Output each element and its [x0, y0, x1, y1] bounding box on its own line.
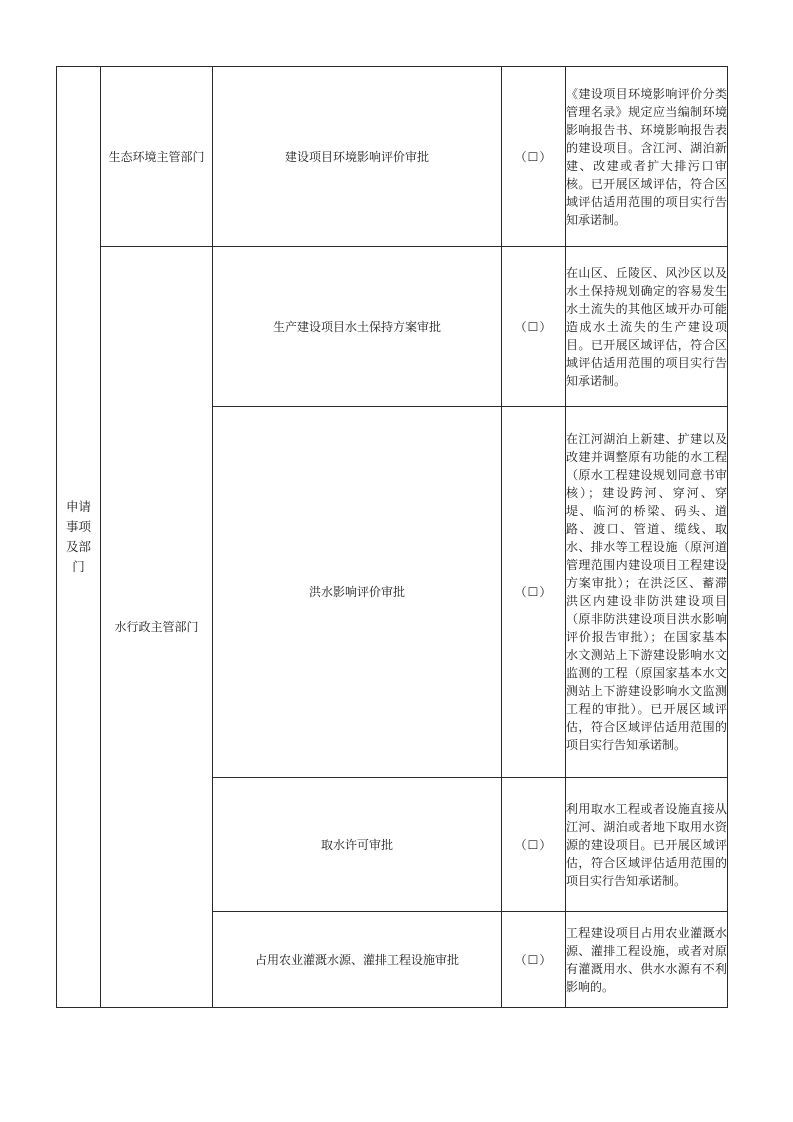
table-row — [57, 67, 728, 247]
note-text: 在江河湖泊上新建、扩建以及改建并调整原有功能的水工程（原水工程建设规划同意书审核）；建设跨河、穿河、穿堤、临河的桥梁、码头、道路、渡口、管道、缆线、取水、排水等工程设施（原河道管理范围内建设项目工程建设方案审批）；在洪泛区、蓄滞洪区内建设非防洪建设项目（原非防洪建设项目洪水影响评价报告审批）；在国家基本水文测站上下游建设影响水文监测的工程（原国家基本水文测站上下游建设影响水文监测工程的审批）。已开展区域评估，符合区域评估适用范围的项目实行告知承诺制。 — [566, 432, 727, 752]
note-cell — [566, 67, 728, 247]
item-label: 洪水影响评价审批 — [308, 585, 405, 599]
application-items-table — [56, 66, 728, 1008]
checkbox-cell[interactable] — [502, 912, 566, 1008]
note-cell — [566, 407, 728, 778]
category-label: 申请事项及部门 — [65, 499, 91, 574]
note-cell — [566, 247, 728, 407]
table-row — [57, 247, 728, 407]
note-cell — [566, 912, 728, 1008]
note-cell — [566, 778, 728, 912]
department-cell — [101, 67, 213, 247]
department-label: 水行政主管部门 — [114, 620, 199, 634]
checkbox-mark[interactable]: （☐） — [514, 319, 553, 334]
category-cell — [57, 67, 101, 1008]
department-cell — [101, 247, 213, 1008]
item-label: 占用农业灌溉水源、灌排工程设施审批 — [254, 952, 459, 967]
item-label: 建设项目环境影响评价审批 — [284, 149, 429, 164]
checkbox-cell[interactable] — [502, 247, 566, 407]
checkbox-mark[interactable]: （☐） — [514, 837, 553, 852]
note-text: 《建设项目环境影响评价分类管理名录》规定应当编制环境影响报告书、环境影响报告表的建设项目。含江河、湖泊新建、改建或者扩大排污口审核。已开展区域评估，符合区域评估适用范围的项目实行告知承诺制。 — [566, 86, 727, 227]
item-label: 取水许可审批 — [320, 837, 393, 852]
item-cell — [213, 67, 502, 247]
checkbox-mark[interactable]: （☐） — [514, 149, 553, 164]
checkbox-mark[interactable]: （☐） — [514, 952, 553, 967]
department-label: 生态环境主管部门 — [108, 149, 205, 164]
checkbox-cell[interactable] — [502, 778, 566, 912]
note-text: 在山区、丘陵区、风沙区以及水土保持规划确定的容易发生水土流失的其他区域开办可能造成水土流失的生产建设项目。已开展区域评估，符合区域评估适用范围的项目实行告知承诺制。 — [566, 265, 727, 388]
item-cell — [213, 912, 502, 1008]
note-text: 利用取水工程或者设施直接从江河、湖泊或者地下取用水资源的建设项目。已开展区域评估，符合区域评估适用范围的项目实行告知承诺制。 — [566, 801, 727, 888]
checkbox-cell[interactable] — [502, 407, 566, 778]
item-cell — [213, 407, 502, 778]
item-cell — [213, 778, 502, 912]
checkbox-cell[interactable] — [502, 67, 566, 247]
note-text: 工程建设项目占用农业灌溉水源、灌排工程设施，或者对原有灌溉用水、供水水源有不利影响的。 — [566, 925, 727, 994]
checkbox-mark[interactable]: （☐） — [514, 585, 553, 599]
item-cell — [213, 247, 502, 407]
item-label: 生产建设项目水土保持方案审批 — [272, 319, 441, 334]
